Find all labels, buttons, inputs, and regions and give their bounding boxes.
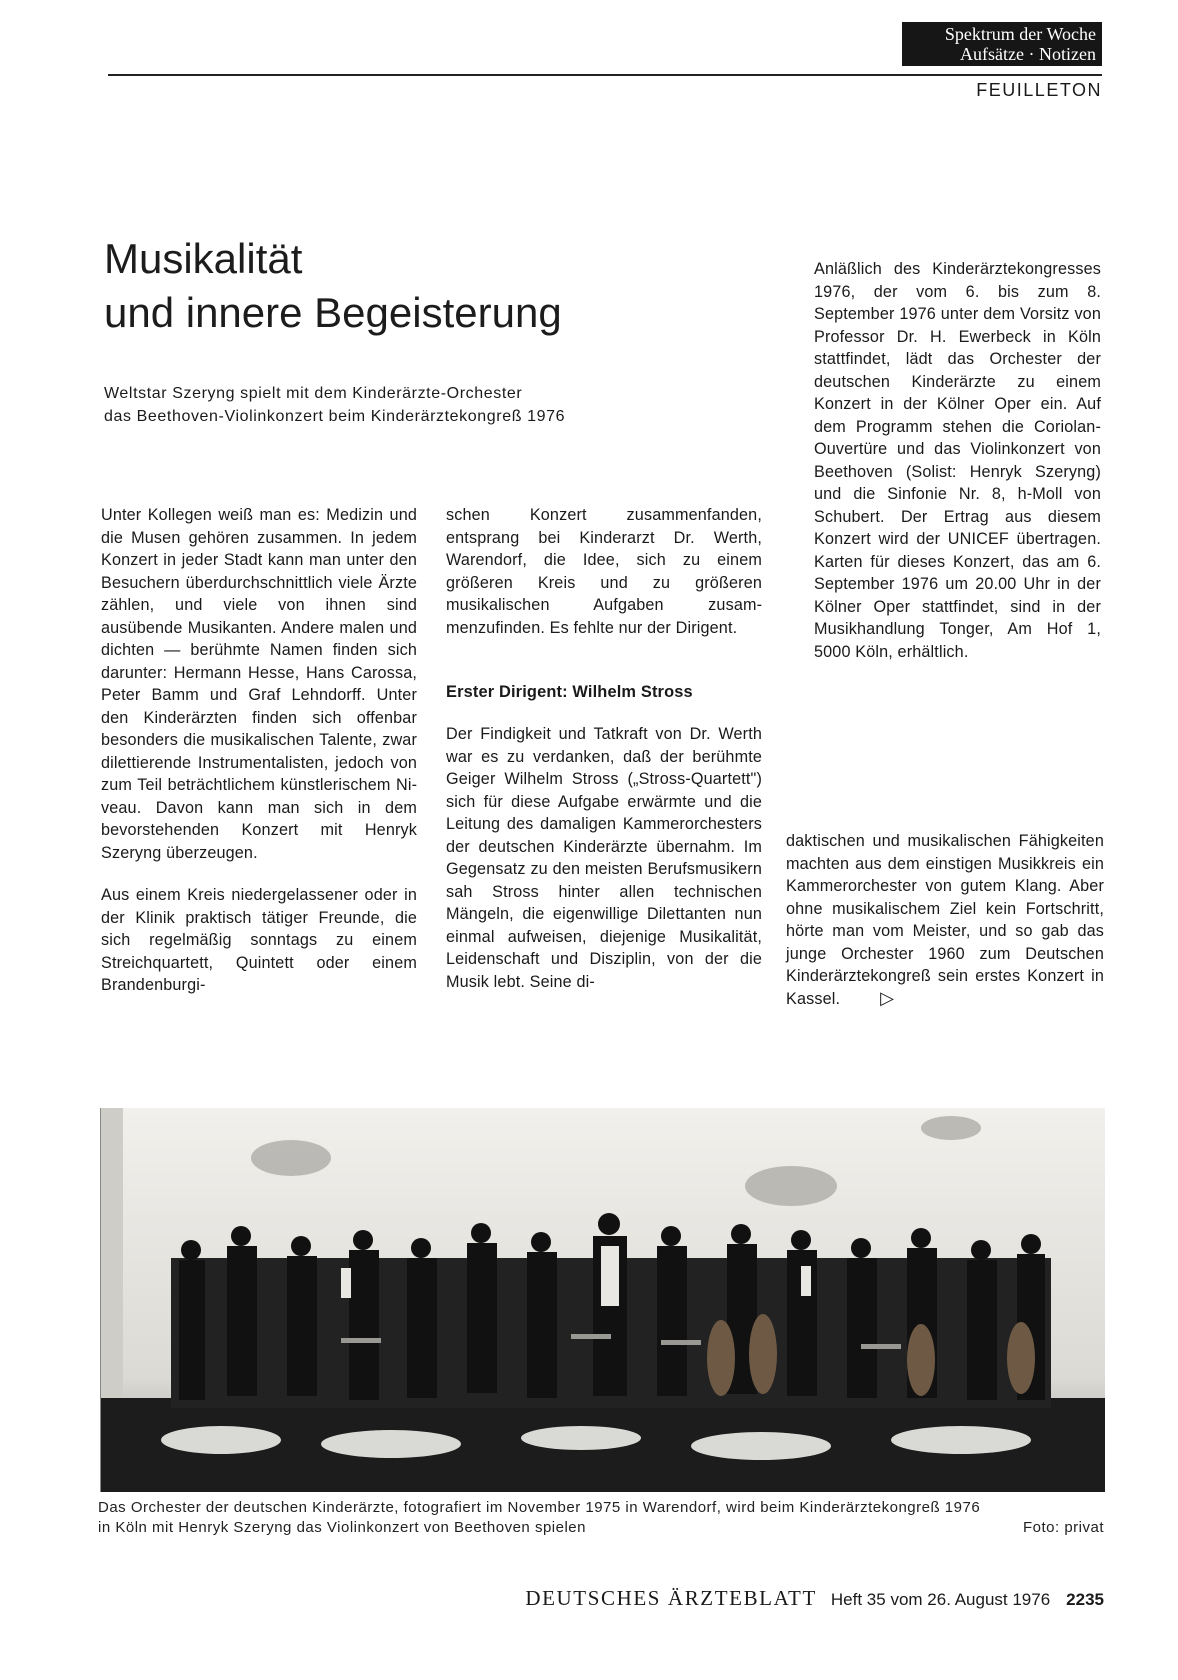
journal-name: DEUTSCHES ÄRZTEBLATT xyxy=(525,1586,817,1610)
section-badge xyxy=(902,22,1102,66)
caption-line-2: in Köln mit Henryk Szeryng das Violinkonzert von Beethoven spielen xyxy=(98,1519,586,1536)
paragraph-text: daktischen und musikalischen Fähigkeiten machten aus dem einstigen Musikkreis ein Kammerorchester von gutem Klang. Aber ohne musikalischem Ziel kein Fortschritt, hörte man vom Meister, und so gab das junge Orchester 1960 zum Deutschen Kinderärztekongreß sein erstes Konzert in Kassel. xyxy=(786,832,1104,1008)
article-title xyxy=(104,232,562,340)
badge-line-2: Aufsätze · Notizen xyxy=(960,44,1096,64)
paragraph xyxy=(786,830,1104,1010)
subheading: Erster Dirigent: Wilhelm Stross xyxy=(446,683,693,701)
photo-credit: Foto: privat xyxy=(1022,1519,1104,1536)
issue-info: Heft 35 vom 26. August 1976 xyxy=(830,1590,1051,1609)
badge-line-1: Spektrum der Woche xyxy=(944,24,1096,44)
paragraph: Anläßlich des Kinderärztekongresses 1976, der vom 6. bis zum 8. September 1976 unter dem Vorsitz von Professor Dr. H. Ewerbeck in Köln stattfindet, lädt das Orchester der deutschen Kinderärzte zu einem Konzert in der Kölner Oper ein. Auf dem Programm stehen die Coriolan-Ouvertüre und das Violinkonzert von Beethoven (Solist: Henryk Szeryng) und die Sinfonie Nr. 8, h-Moll von Schubert. Der Ertrag aus diesem Konzert wird der UNICEF übertragen. Karten für dieses Konzert, das am 6. September 1976 um 20.00 Uhr in der Kölner Oper stattfindet, sind in der Musikhandlung Tonger, Am Hof 1, 5000 Köln, erhältlich. xyxy=(814,260,1101,661)
paragraph: Unter Kollegen weiß man es: Medizin und die Musen gehören zusammen. In jedem Konzert in jeder Stadt kann man unter den Besuchern überdurchschnittlich viele Ärzte zählen, und viele von ihnen sind ausübende Musikanten. Andere malen und dichten — berühmte Namen finden sich darunter: Hermann Hesse, Hans Carossa, Peter Bamm und Graf Lehndorff. Unter den Kinderärzten finden sich offenbar besonders die musikalischen Talente, zwar dilettierende Instrumentalisten, jedoch von zum Teil beträchtlichem künstlerischem Niveau. Davon kann man sich in dem bevorstehenden Konzert mit Henryk Szeryng überzeugen. xyxy=(101,506,417,862)
subtitle-line-2: das Beethoven-Violinkonzert beim Kinderärztekongreß 1976 xyxy=(104,408,566,425)
page-footer xyxy=(452,1586,1104,1612)
paragraph: Der Findigkeit und Tatkraft von Dr. Werth war es zu verdanken, daß der berühmte Geiger Wilhelm Stross („Stross-Quartett") sich für diese Aufgabe erwärmte und die Leitung des damaligen Kammerorchesters der deutschen Kinderärzte übernahm. Im Gegensatz zu den meisten Berufsmusikern sah Stross hinter allen technischen Mängeln, die eigenwillige Dilettanten nun einmal aufweisen, diejenige Musikalität, Leidenschaft und Disziplin, von der die Musik lebt. Seine di- xyxy=(446,725,762,991)
page-number: 2235 xyxy=(1066,1590,1104,1609)
orchestra-photo xyxy=(100,1108,1105,1492)
column-2 xyxy=(446,504,762,993)
orchestra-photo-illustration xyxy=(101,1108,1105,1492)
continue-arrow-icon: ▷ xyxy=(880,987,895,1008)
section-label: FEUILLETON xyxy=(976,80,1102,100)
title-line-1: Musikalität xyxy=(104,235,303,282)
subtitle-line-1: Weltstar Szeryng spielt mit dem Kinderärzte-Orchester xyxy=(104,385,523,402)
paragraph: schen Konzert zusammenfanden, entsprang bei Kinderarzt Dr. Werth, Warendorf, die Idee, sich zu einem größeren Kreis und zu größeren musikalischen Aufgaben zusammenzufinden. Es fehlte nur der Dirigent. xyxy=(446,506,762,637)
column-1 xyxy=(101,504,417,997)
top-rule xyxy=(108,74,1102,76)
caption-line-1: Das Orchester der deutschen Kinderärzte, fotografiert im November 1975 in Warendorf, wird beim Kinderärztekongreß 1976 xyxy=(98,1499,981,1516)
column-3-bottom xyxy=(786,830,1104,1010)
paragraph: Aus einem Kreis niedergelassener oder in der Klinik praktisch tätiger Freunde, die sich regelmäßig sonntags zu einem Streichquartett, Quintett oder einem Brandenburgi- xyxy=(101,886,417,994)
column-3-top xyxy=(814,258,1101,663)
photo-caption xyxy=(98,1498,1104,1538)
title-line-2: und innere Begeisterung xyxy=(104,289,562,336)
article-subtitle xyxy=(104,382,724,428)
